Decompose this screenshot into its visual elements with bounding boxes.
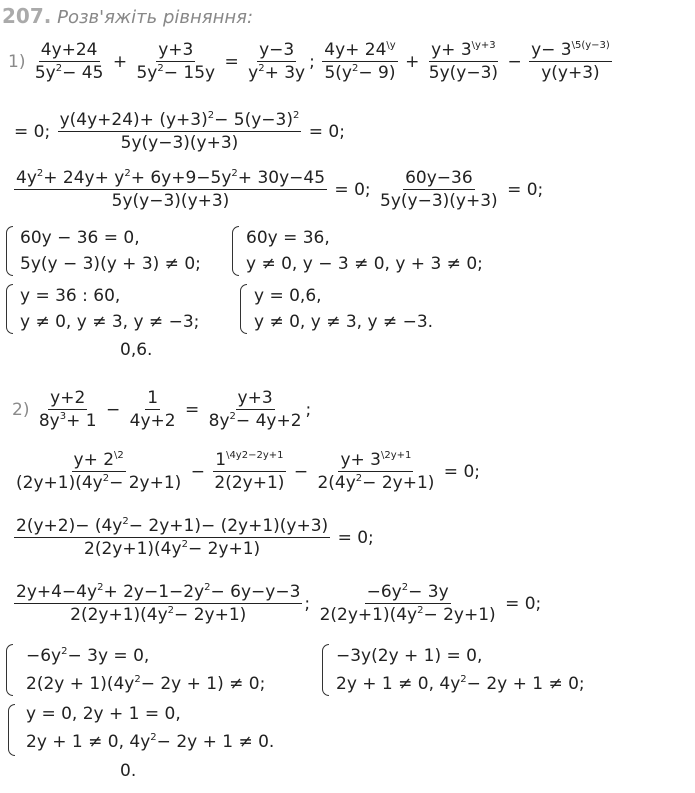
- p1-frac1: $\frac{4y+24}{5y^2- 45}$: [34, 40, 104, 83]
- p2-frac2: $\frac{1}{4y+2}$: [129, 388, 176, 431]
- p1-system3-eq1: y = 36 : 60,: [20, 286, 121, 306]
- p1-frac2: $\frac{y+3}{5y^2- 15y}$: [136, 40, 216, 83]
- p2-line2-frac2: $\frac{1^{\backslash 4y2-2y+1}}{2(2y+1)}$: [214, 450, 285, 493]
- p1-system2-brace: [232, 226, 239, 276]
- p1-answer: 0,6.: [120, 340, 153, 360]
- p2-frac3: $\frac{y+3}{8y^2- 4y+2}$: [208, 388, 302, 431]
- p1-line2-frac: $\frac{y(4y+24)+ (y+3)^2- 5(y-3)^2}{5y(y-3)(y+3)}$: [59, 110, 300, 153]
- p2-system1-brace: [6, 644, 13, 696]
- p1-system4-eq1: y = 0,6,: [254, 286, 322, 306]
- p1-line2: = 0; $\frac{y(4y+24)+ (y+3)^2- 5(y-3)^2}{5y(y-3)(y+3)}$ = 0;: [14, 110, 345, 153]
- p2-frac1: $\frac{y+2}{8y^3+ 1}$: [38, 388, 97, 431]
- p2-line2-frac3: $\frac{y+ 3^{\backslash 2y+1}}{2(4y^2- 2y+1)}$: [317, 450, 435, 493]
- exercise-title: [2, 4, 253, 28]
- p2-line4-frac2: $\frac{-6y^2- 3y}{2(2y+1)(4y^2- 2y+1)}$: [319, 582, 496, 625]
- p2-line3-frac: $\frac{2(y+2)- (4y^2- 2y+1)- (2y+1)(y+3)}{2(2y+1)(4y^2- 2y+1)}$: [16, 516, 329, 559]
- p1-system4-brace: [240, 284, 247, 334]
- p2-line1: 2) $\frac{y+2}{8y^3+ 1}$ − $\frac{1}{4y+2}$ = $\frac{y+3}{8y^2- 4y+2}$ ;: [12, 388, 312, 431]
- p1-line1: 1) $\frac{4y+24}{5y^2- 45}$ + $\frac{y+3}{5y^2- 15y}$ = $\frac{y-3}{y^2+ 3y}$ ; $\frac{4y+ 24^{\backslash y}}{5(y^2- 9)}$ + $\frac{y+ 3^{\backslash y+3}}{5y(y-3)}$ − $\frac{y- 3^{\backslash 5(y-3)}}{y(y+3)}$: [8, 40, 610, 83]
- exercise-instruction: Розв'яжіть рівняння:: [57, 7, 254, 28]
- p1-system4-eq2: y ≠ 0, y ≠ 3, y ≠ −3.: [254, 312, 434, 332]
- p2-line4: $\frac{2y+4-4y^2+ 2y-1-2y^2- 6y-y-3}{2(2y+1)(4y^2- 2y+1)}$ ; $\frac{-6y^2- 3y}{2(2y+1)(4y^2- 2y+1)}$ = 0;: [16, 582, 542, 625]
- exercise-number: 207.: [2, 4, 52, 28]
- p1-system3-brace: [6, 284, 13, 334]
- p1-frac4: $\frac{4y+ 24^{\backslash y}}{5(y^2- 9)}$: [324, 40, 396, 83]
- p1-line3-frac2: $\frac{60y-36}{5y(y-3)(y+3)}$: [380, 168, 498, 211]
- p2-system3-eq2: 2y + 1 ≠ 0, $4y^2- 2y + 1 \ne 0$.: [26, 732, 275, 752]
- p1-frac3: $\frac{y-3}{y^2+ 3y}$: [248, 40, 306, 83]
- p2-system2-eq2: 2y + 1 ≠ 0, $4y^2- 2y + 1 \ne 0$;: [336, 674, 585, 694]
- p2-system1-eq2: $2(2y + 1)(4y^2- 2y + 1) \ne 0$;: [26, 674, 266, 694]
- p1-line3: $\frac{4y^2+ 24y+ y^2+ 6y+9-5y^2+ 30y-45}{5y(y-3)(y+3)}$ = 0; $\frac{60y-36}{5y(y-3)(y+3)}$ = 0;: [16, 168, 544, 211]
- p1-system1-brace: [6, 226, 13, 276]
- p2-system2-eq1: −3y(2y + 1) = 0,: [336, 646, 483, 666]
- p2-system3-brace: [8, 704, 15, 756]
- p1-system3-eq2: y ≠ 0, y ≠ 3, y ≠ −3;: [20, 312, 200, 332]
- p2-line4-frac1: $\frac{2y+4-4y^2+ 2y-1-2y^2- 6y-y-3}{2(2y+1)(4y^2- 2y+1)}$: [16, 582, 301, 625]
- p1-system2-eq1: 60y = 36,: [246, 228, 330, 248]
- p2-line2-frac1: $\frac{y+ 2^{\backslash 2}}{(2y+1)(4y^2- 2y+1)}$: [16, 450, 182, 493]
- p2-line2: $\frac{y+ 2^{\backslash 2}}{(2y+1)(4y^2- 2y+1)}$ − $\frac{1^{\backslash 4y2-2y+1}}{2(2y+1)}$ − $\frac{y+ 3^{\backslash 2y+1}}{2(4y^2- 2y+1)}$ = 0;: [16, 450, 480, 493]
- p1-system1-eq1: 60y − 36 = 0,: [20, 228, 140, 248]
- p2-answer: 0.: [120, 761, 137, 781]
- p2-system3-eq1: y = 0, 2y + 1 = 0,: [26, 704, 181, 724]
- p1-frac6: $\frac{y- 3^{\backslash 5(y-3)}}{y(y+3)}$: [531, 40, 610, 83]
- p1-line3-frac1: $\frac{4y^2+ 24y+ y^2+ 6y+9-5y^2+ 30y-45}{5y(y-3)(y+3)}$: [16, 168, 326, 211]
- p1-system1-eq2: 5y(y − 3)(y + 3) ≠ 0;: [20, 254, 201, 274]
- p2-label: 2): [12, 400, 30, 420]
- p1-frac5: $\frac{y+ 3^{\backslash y+3}}{5y(y-3)}$: [428, 40, 499, 83]
- p2-line3: $\frac{2(y+2)- (4y^2- 2y+1)- (2y+1)(y+3)}{2(2y+1)(4y^2- 2y+1)}$ = 0;: [16, 516, 374, 559]
- p2-system1-eq1: $-6y^2- 3y = 0$,: [26, 646, 150, 666]
- p2-system2-brace: [322, 644, 329, 696]
- p1-label: 1): [8, 52, 26, 72]
- p1-system2-eq2: y ≠ 0, y − 3 ≠ 0, y + 3 ≠ 0;: [246, 254, 483, 274]
